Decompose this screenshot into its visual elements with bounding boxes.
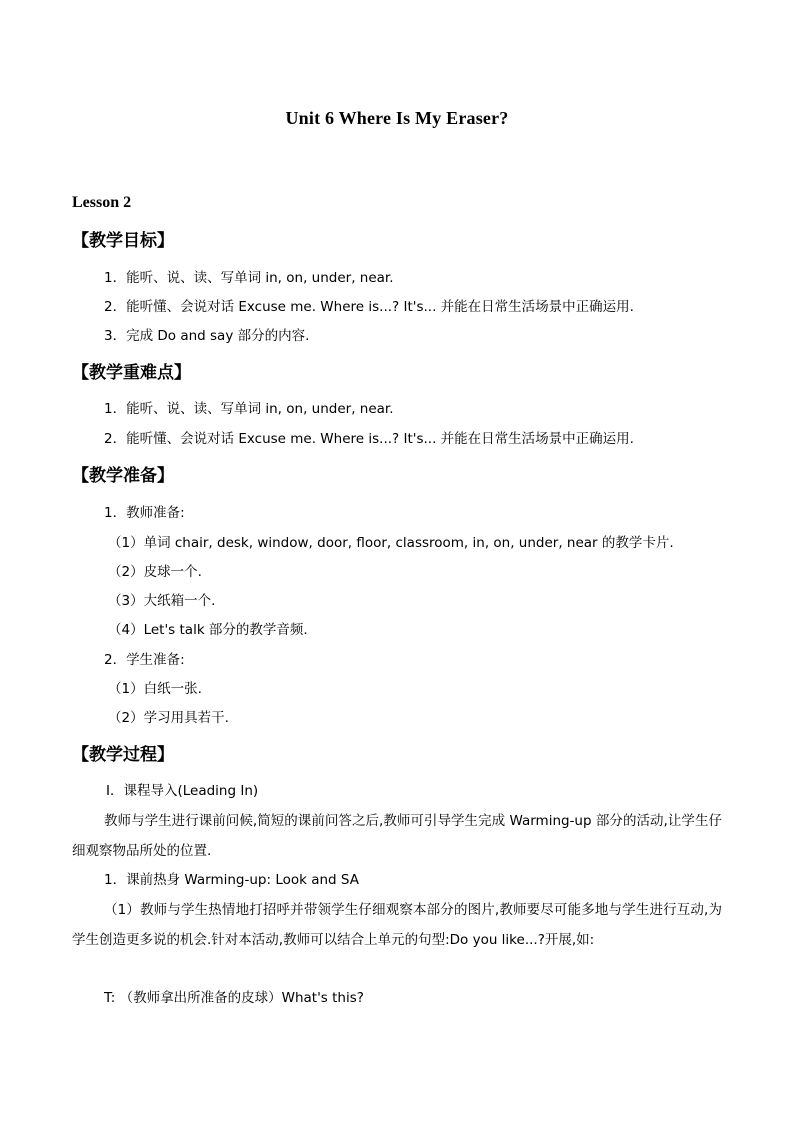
warmup-line: 1．课前热身 Warming-up: Look and SA — [104, 872, 359, 888]
objectives-heading: 【教学目标】 — [72, 231, 174, 251]
teacher-prep-item-4: （4）Let's talk 部分的教学音频. — [108, 622, 308, 638]
student-prep-item-2: （2）学习用具若干. — [108, 710, 229, 726]
key-point-item-2: 2．能听懂、会说对话 Excuse me. Where is...? It's... 并能在日常生活场景中正确运用. — [104, 431, 634, 447]
process-paragraph-1: 教师与学生进行课前问候,简短的课前问答之后,教师可引导学生完成 Warming-up 部分的活动,让学生仔细观察物品所处的位置. — [72, 813, 722, 859]
lesson-label: Lesson 2 — [72, 194, 132, 211]
process-step-1: Ⅰ．课程导入(Leading In) — [106, 783, 259, 799]
process-paragraph-2: （1）教师与学生热情地打招呼并带领学生仔细观察本部分的图片,教师要尽可能多地与学生进行互动,为学生创造更多说的机会.针对本活动,教师可以结合上单元的句型:Do you like...?开展,如: — [72, 902, 722, 948]
process-heading: 【教学过程】 — [72, 745, 174, 765]
student-prep-label: 2．学生准备: — [104, 652, 185, 668]
objective-item-2: 2．能听懂、会说对话 Excuse me. Where is...? It's... 并能在日常生活场景中正确运用. — [104, 299, 634, 315]
key-point-item-1: 1．能听、说、读、写单词 in, on, under, near. — [104, 401, 394, 417]
document-title: Unit 6 Where Is My Eraser? — [285, 108, 509, 128]
key-points-heading: 【教学重难点】 — [72, 363, 191, 383]
teacher-prep-item-1: （1）单词 chair, desk, window, door, floor, classroom, in, on, under, near 的教学卡片. — [108, 535, 674, 551]
student-prep-item-1: （1）白纸一张. — [108, 681, 202, 697]
preparation-heading: 【教学准备】 — [72, 466, 174, 486]
teacher-prep-item-3: （3）大纸箱一个. — [108, 593, 216, 609]
dialog-line: T: （教师拿出所准备的皮球）What's this? — [104, 990, 364, 1006]
teacher-prep-item-2: （2）皮球一个. — [108, 564, 202, 580]
objective-item-1: 1．能听、说、读、写单词 in, on, under, near. — [104, 270, 394, 286]
objective-item-3: 3．完成 Do and say 部分的内容. — [104, 328, 310, 344]
teacher-prep-label: 1．教师准备: — [104, 505, 185, 521]
